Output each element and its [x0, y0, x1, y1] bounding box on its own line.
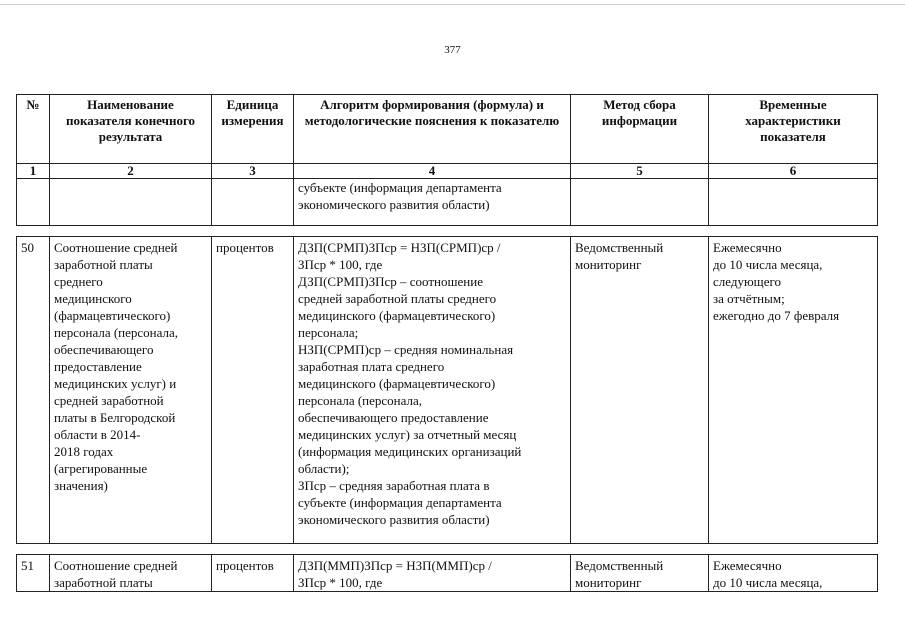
- column-number: 5: [571, 164, 709, 179]
- algorithm: ДЗП(СРМП)ЗПср = НЗП(СРМП)ср / ЗПср * 100, где ДЗП(СРМП)ЗПср – соотношение средней заработной платы среднего медицинского (фармацевтического) персонала; НЗП(СРМП)ср – средняя номинальная заработная плата среднего медицинского (фармацевтического) персонала (персонала, обеспечивающего предоставление медицинских услуг) за отчетный месяц (информация медицинских организаций области); ЗПср – средняя заработная плата в субъекте (информация департамента экономического развития области): [294, 237, 571, 544]
- unit: процентов: [212, 237, 294, 544]
- header-number: №: [17, 95, 50, 164]
- header-unit: Единица измерения: [212, 95, 294, 164]
- column-number: 6: [709, 164, 878, 179]
- table-cell: [571, 179, 709, 226]
- indicator-name: Соотношение средней заработной платы среднего медицинского (фармацевтического) персонала (персонала, обеспечивающего предоставление медицинских услуг) и средней заработной платы в Белгородской области в 2014- 2018 годах (агрегированные значения): [50, 237, 212, 544]
- unit: процентов: [212, 555, 294, 592]
- timing: Ежемесячно до 10 числа месяца, следующего за отчётным; ежегодно до 7 февраля: [709, 237, 878, 544]
- row-gap: [17, 544, 878, 555]
- column-number: 3: [212, 164, 294, 179]
- algorithm: ДЗП(ММП)ЗПср = НЗП(ММП)ср / ЗПср * 100, где: [294, 555, 571, 592]
- row-number: 50: [17, 237, 50, 544]
- table-row: [17, 555, 878, 592]
- collection-method: Ведомственный мониторинг: [571, 555, 709, 592]
- continuation-row: [17, 179, 878, 226]
- collection-method: Ведомственный мониторинг: [571, 237, 709, 544]
- column-number: 2: [50, 164, 212, 179]
- table-cell: [17, 179, 50, 226]
- table-cell: [17, 544, 878, 555]
- header-method: Метод сбора информации: [571, 95, 709, 164]
- scan-edge: [0, 0, 905, 5]
- table-cell: [50, 179, 212, 226]
- continuation-algorithm: субъекте (информация департамента экономического развития области): [294, 179, 571, 226]
- header-indicator-name: Наименование показателя конечного результата: [50, 95, 212, 164]
- header-timing: Временные характеристики показателя: [709, 95, 878, 164]
- indicator-name: Соотношение средней заработной платы: [50, 555, 212, 592]
- header-algorithm: Алгоритм формирования (формула) и методологические пояснения к показателю: [294, 95, 571, 164]
- column-number: 1: [17, 164, 50, 179]
- timing: Ежемесячно до 10 числа месяца,: [709, 555, 878, 592]
- column-number: 4: [294, 164, 571, 179]
- row-number: 51: [17, 555, 50, 592]
- row-gap: [17, 226, 878, 237]
- table-cell: [212, 179, 294, 226]
- table-cell: [17, 226, 878, 237]
- table-cell: [709, 179, 878, 226]
- page-number: 377: [444, 44, 461, 56]
- indicators-table: [16, 94, 878, 592]
- table-row: [17, 237, 878, 544]
- column-number-row: [17, 164, 878, 179]
- table-header-row: [17, 95, 878, 164]
